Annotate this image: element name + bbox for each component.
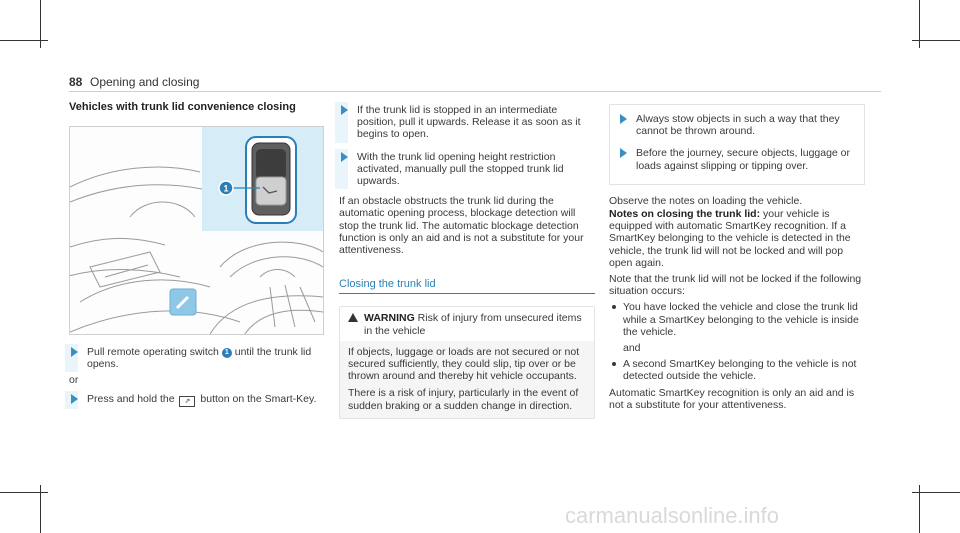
step-arrow-icon bbox=[620, 148, 627, 158]
or-text: or bbox=[69, 374, 79, 387]
warning-head: Risk of injury from unsecured items in the vehicle bbox=[364, 312, 582, 337]
warning-box bbox=[339, 306, 595, 418]
page-number: 88 bbox=[69, 75, 83, 89]
dashboard-drawing bbox=[70, 127, 323, 334]
note-stow: Always stow objects in such a way that they cannot be thrown around. bbox=[618, 113, 856, 137]
note-secure: Before the journey, secure objects, luggage or loads against slipping or tipping over. bbox=[618, 147, 856, 171]
crop-mark bbox=[40, 485, 41, 533]
step-pull-switch: Pull remote operating switch 1 until the trunk lid opens. bbox=[69, 346, 322, 370]
obstacle-paragraph: If an obstacle obstructs the trunk lid during the automatic opening process, blockage detection will stop the trunk lid. The automatic blockage detection function is only an aid and is not a substitute for your attentiveness. bbox=[339, 195, 584, 257]
trunk-lid-illustration bbox=[69, 126, 324, 335]
section-title: Vehicles with trunk lid convenience closing bbox=[69, 101, 296, 113]
bullet-item: A second SmartKey belonging to the vehicle is not detected outside the vehicle. bbox=[609, 358, 865, 382]
crop-mark bbox=[919, 0, 920, 48]
notes-text: your vehicle is equipped with automatic SmartKey recognition. If a SmartKey belonging to the vehicle is detected in the vehicle, the trunk lid will not be locked and will pop open again. bbox=[609, 208, 851, 269]
final-text: Automatic SmartKey recognition is only an aid and is not a substitute for your attentiveness. bbox=[609, 386, 855, 411]
note-box bbox=[609, 104, 865, 185]
observe-text: Observe the notes on loading the vehicle. bbox=[609, 194, 803, 207]
callout-badge: 1 bbox=[222, 348, 232, 358]
and-text: and bbox=[623, 342, 641, 355]
step-arrow-icon bbox=[341, 152, 348, 162]
warning-body-2: There is a risk of injury, particularly in the event of sudden braking or a sudden change in direction. bbox=[348, 387, 579, 412]
right-column bbox=[609, 104, 865, 411]
step-height-restriction: With the trunk lid opening height restriction activated, manually pull the stopped trunk lid upwards. bbox=[339, 151, 595, 188]
subheading-rule bbox=[339, 293, 595, 294]
bullet-item: You have locked the vehicle and close the trunk lid while a SmartKey belonging to the vehicle is inside the vehicle. bbox=[609, 301, 865, 338]
step-arrow-icon bbox=[620, 114, 627, 124]
situation-text: Note that the trunk lid will not be locked if the following situation occurs: bbox=[609, 273, 862, 298]
warning-label: WARNING bbox=[364, 312, 415, 325]
warning-body-1: If objects, luggage or loads are not secured or not secured sufficiently, they could slip, tip over or be thrown around and thereby hit vehicle occupants. bbox=[348, 345, 580, 383]
step-arrow-icon bbox=[71, 394, 78, 404]
closing-subheading: Closing the trunk lid bbox=[339, 278, 595, 294]
left-instructions bbox=[69, 346, 322, 413]
step-arrow-icon bbox=[71, 347, 78, 357]
chapter-title: Opening and closing bbox=[90, 75, 200, 89]
crop-mark bbox=[919, 485, 920, 533]
notes-paragraph bbox=[609, 208, 865, 269]
step-intermediate: If the trunk lid is stopped in an intermediate position, pull it upwards. Release it as soon as it begins to open. bbox=[339, 104, 595, 141]
notes-label: Notes on closing the trunk lid: bbox=[609, 208, 761, 221]
header-rule bbox=[69, 91, 881, 92]
step-arrow-icon bbox=[341, 105, 348, 115]
warning-triangle-icon bbox=[348, 313, 358, 322]
middle-column bbox=[339, 104, 595, 419]
watermark: carmanualsonline.info bbox=[565, 503, 780, 528]
crop-mark bbox=[40, 0, 41, 48]
trunk-button-icon: ⇗ bbox=[179, 396, 195, 407]
figure-callout: 1 bbox=[223, 183, 229, 194]
step-press-hold: Press and hold the ⇗ button on the Smart-Key. bbox=[69, 393, 322, 407]
